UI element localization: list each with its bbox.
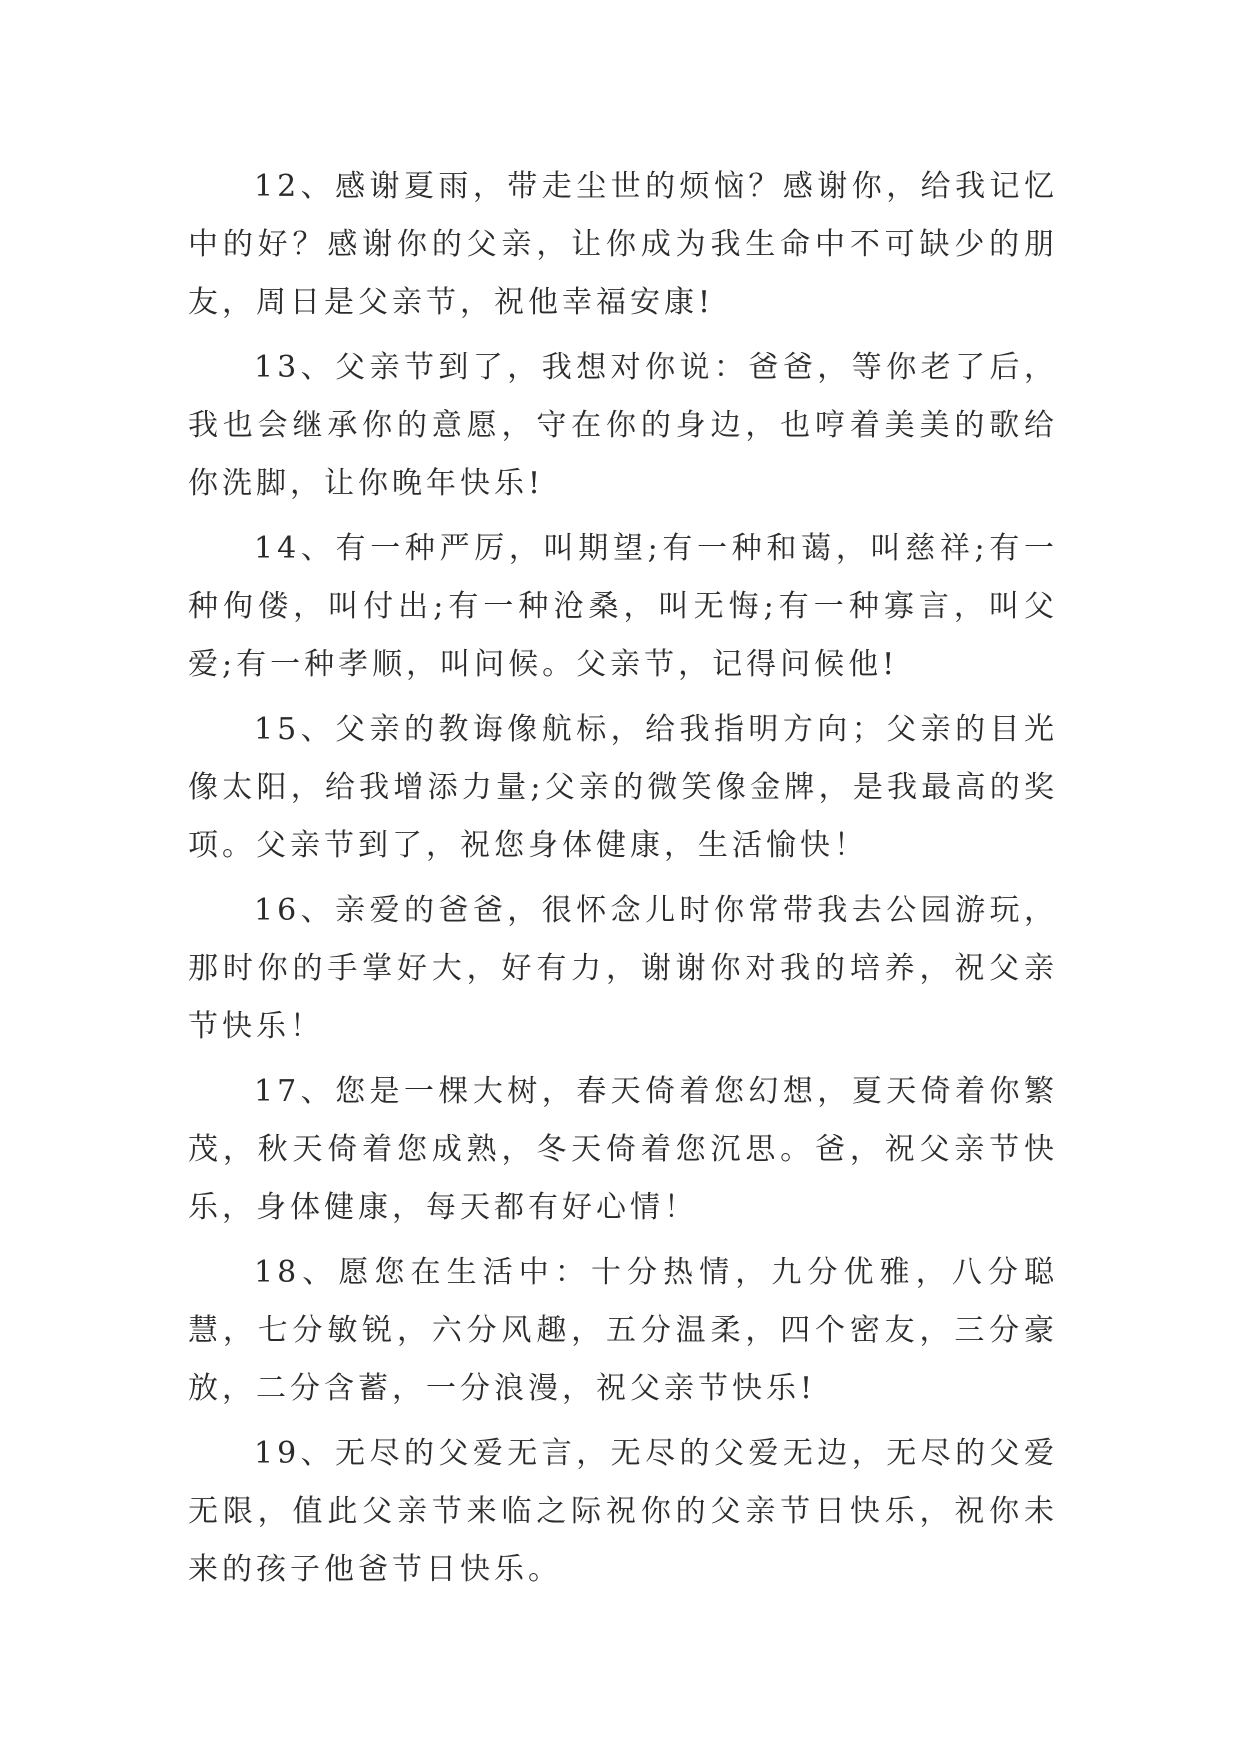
paragraph-17: 17、您是一棵大树，春天倚着您幻想，夏天倚着你繁茂，秋天倚着您成熟，冬天倚着您沉思。爸，祝父亲节快乐，身体健康，每天都有好心情！ [188,1074,1058,1225]
document-body [188,158,1058,1606]
paragraph-15: 15、父亲的教诲像航标，给我指明方向；父亲的目光像太阳，给我增添力量;父亲的微笑像金牌，是我最高的奖项。父亲节到了，祝您身体健康，生活愉快！ [188,712,1058,863]
paragraph-14: 14、有一种严厉，叫期望;有一种和蔼，叫慈祥;有一种佝偻，叫付出;有一种沧桑，叫无悔;有一种寡言，叫父爱;有一种孝顺，叫问候。父亲节，记得问候他! [188,531,1058,682]
paragraph-18: 18、愿您在生活中：十分热情，九分优雅，八分聪慧，七分敏锐，六分风趣，五分温柔，四个密友，三分豪放，二分含蓄，一分浪漫，祝父亲节快乐! [188,1255,1058,1406]
paragraph-16: 16、亲爱的爸爸，很怀念儿时你常带我去公园游玩，那时你的手掌好大，好有力，谢谢你对我的培养，祝父亲节快乐！ [188,893,1058,1044]
paragraph-12: 12、感谢夏雨，带走尘世的烦恼？感谢你，给我记忆中的好？感谢你的父亲，让你成为我生命中不可缺少的朋友，周日是父亲节，祝他幸福安康! [188,169,1058,320]
paragraph-13: 13、父亲节到了，我想对你说：爸爸，等你老了后，我也会继承你的意愿，守在你的身边，也哼着美美的歌给你洗脚，让你晚年快乐! [188,350,1058,501]
paragraph-19: 19、无尽的父爱无言，无尽的父爱无边，无尽的父爱无限，值此父亲节来临之际祝你的父亲节日快乐，祝你未来的孩子他爸节日快乐。 [188,1436,1058,1587]
